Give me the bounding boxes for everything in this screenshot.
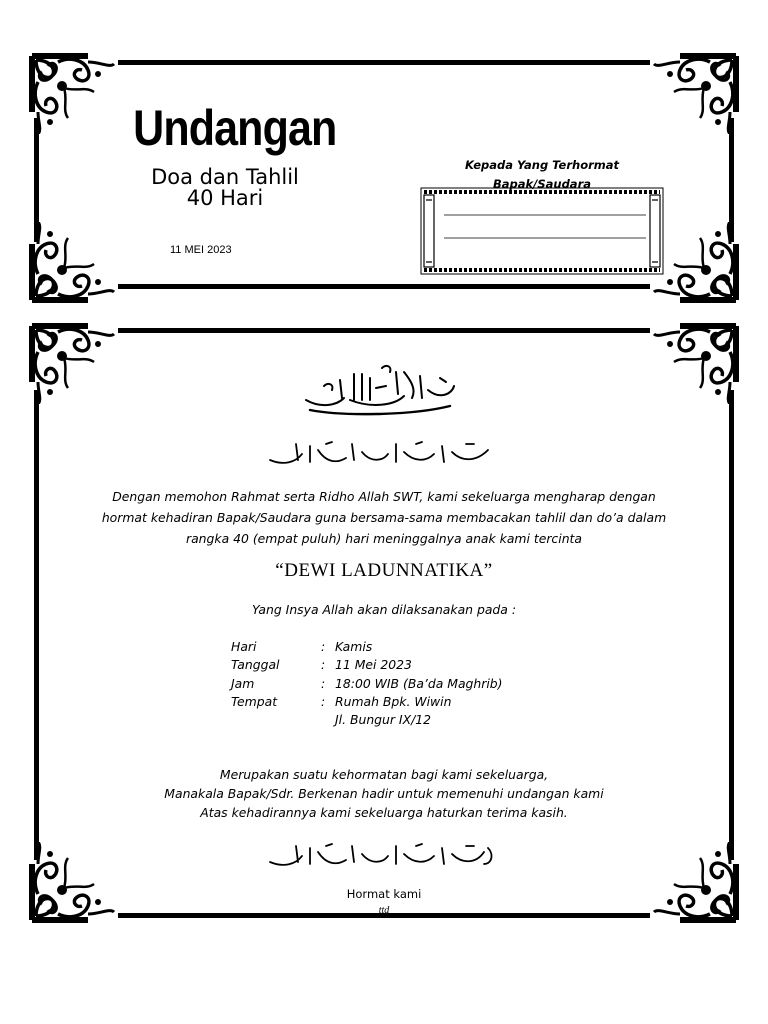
detail-value: 18:00 WIB (Ba’da Maghrib) [335, 675, 503, 691]
detail-row-address [231, 711, 503, 729]
cover-date: 11 MEI 2023 [170, 244, 232, 256]
detail-label: Tanggal [231, 657, 280, 673]
salam-calligraphy-icon [266, 438, 494, 468]
ornament-corner-icon [28, 322, 120, 404]
detail-value: Kamis [335, 639, 373, 654]
detail-separator: : [321, 657, 326, 673]
detail-separator: : [321, 693, 326, 709]
letter-card [0, 320, 768, 930]
address-greeting: Kepada Yang Terhormat [464, 158, 620, 172]
event-subtitle: Doa dan Tahlil [151, 165, 299, 189]
sign-off: Hormat kami [346, 887, 422, 901]
detail-label: Tempat [231, 693, 278, 709]
ornament-corner-icon [28, 222, 120, 304]
intro-line: Dengan memohon Rahmat serta Ridho Allah SWT, kami sekeluarga mengharap dengan [112, 489, 656, 504]
detail-label [231, 711, 321, 729]
invitation-title: Undangan [133, 100, 337, 156]
cover-frame-top [118, 60, 650, 65]
closing-line: Atas kehadirannya kami sekeluarga haturkan terima kasih. [200, 805, 568, 820]
cover-frame-bottom [118, 284, 650, 289]
detail-separator: : [321, 639, 326, 654]
address-box [420, 186, 664, 276]
detail-row-date [231, 656, 503, 674]
intro-line: rangka 40 (empat puluh) hari meninggalnya anak kami tercinta [186, 531, 582, 546]
closing-line: Manakala Bapak/Sdr. Berkenan hadir untuk memenuhi undangan kami [164, 786, 604, 801]
closing-line: Merupakan suatu kehormatan bagi kami sekeluarga, [219, 767, 549, 782]
detail-value: Jl. Bungur IX/12 [335, 712, 432, 728]
announcement: Yang Insya Allah akan dilaksanakan pada : [251, 602, 516, 617]
cover-card [0, 0, 768, 320]
signature-placeholder: ttd [378, 905, 390, 916]
event-duration: 40 Hari [186, 186, 264, 210]
letter-frame-right [729, 390, 734, 860]
deceased-name: “DEWI LADUNNATIKA” [275, 560, 493, 581]
detail-label: Jam [231, 675, 255, 691]
detail-value: 11 Mei 2023 [335, 657, 412, 673]
detail-value: Rumah Bpk. Wiwin [335, 693, 452, 709]
detail-label: Hari [231, 639, 257, 654]
closing-salam-calligraphy-icon [266, 840, 496, 870]
basmala-calligraphy-icon [300, 360, 460, 422]
detail-row-time [231, 675, 503, 693]
detail-row-place [231, 693, 503, 711]
ornament-corner-icon [648, 52, 740, 134]
detail-separator: : [321, 675, 326, 691]
detail-row-day [231, 638, 503, 656]
intro-line: hormat kehadiran Bapak/Saudara guna bersama-sama membacakan tahlil dan do’a dalam [101, 510, 667, 525]
ornament-corner-icon [28, 52, 120, 134]
letter-frame-left [34, 390, 39, 860]
ornament-corner-icon [648, 322, 740, 404]
detail-separator [321, 711, 335, 729]
letter-frame-top [118, 328, 650, 333]
event-details [231, 638, 503, 729]
address-recipient: Bapak/Saudara [492, 177, 592, 191]
